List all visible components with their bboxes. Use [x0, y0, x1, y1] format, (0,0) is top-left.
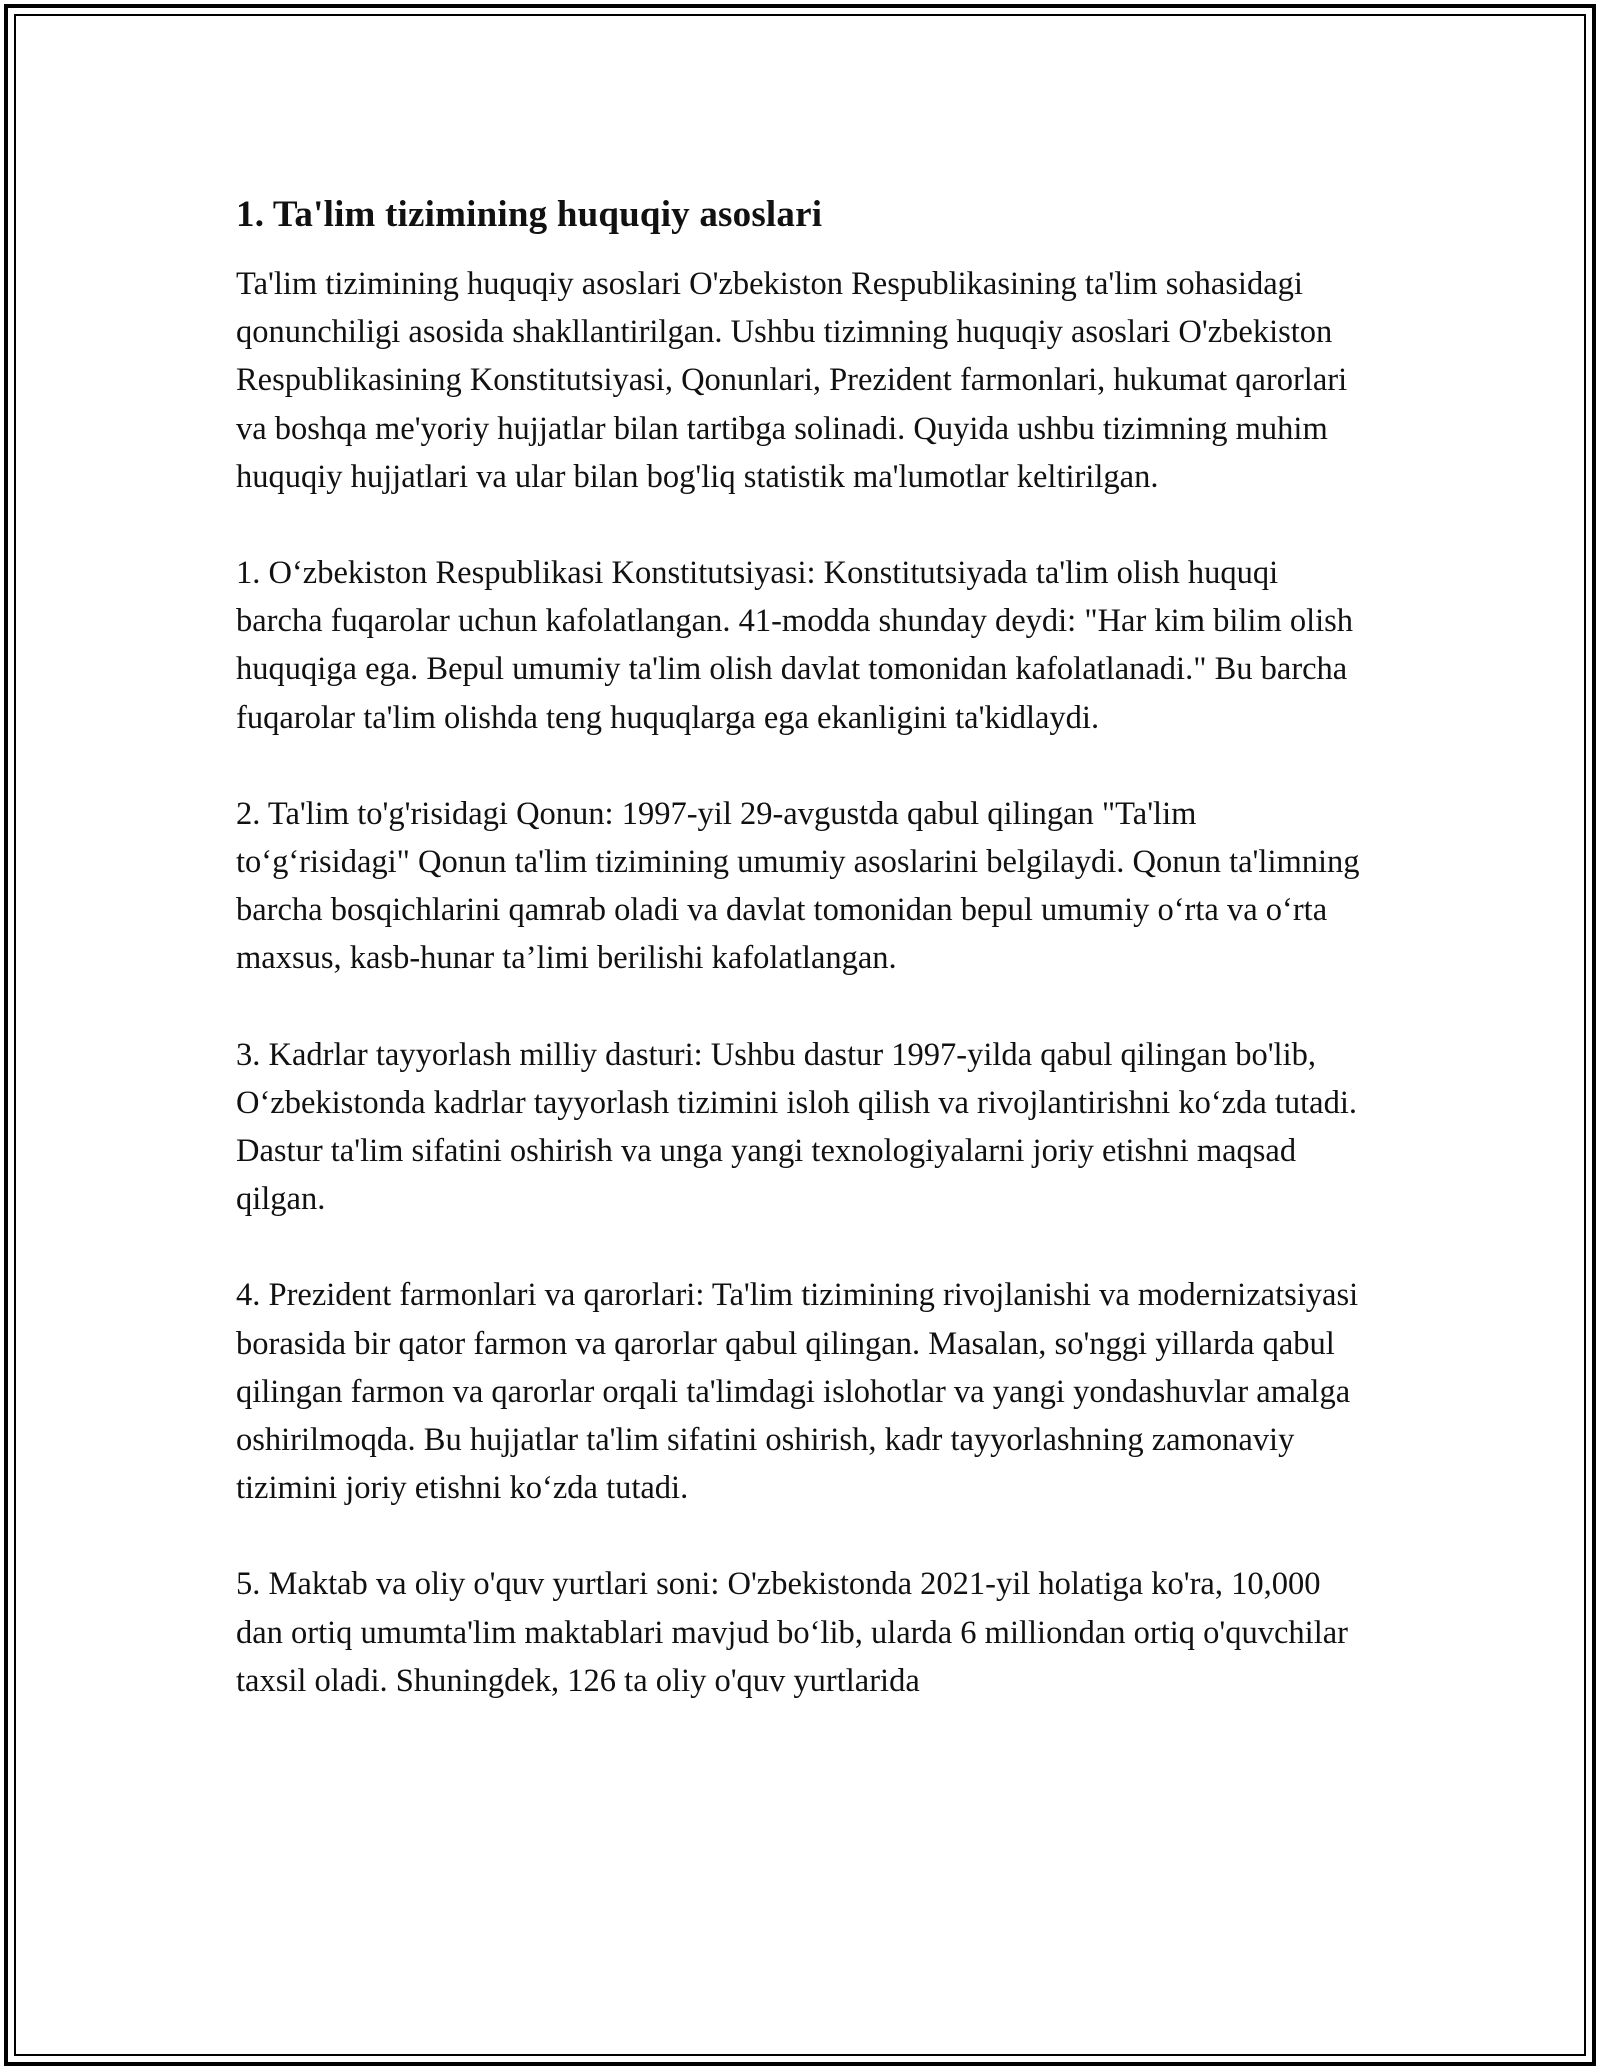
section-heading: 1. Ta'lim tizimining huquqiy asoslari [236, 194, 823, 235]
intro-paragraph: Ta'lim tizimining huquqiy asoslari O'zbekiston Respublikasining ta'lim sohasidagi qonunchiligi asosida shakllantirilgan. Ushbu tizimning huquqiy asoslari O'zbekiston Respublikasining Konstitutsiyasi, Qonunlari, Prezident farmonlari, hukumat qarorlari va boshqa me'yoriy hujjatlar bilan tartibga solinadi. Quyida ushbu tizimning muhim huquqiy hujjatlari va ular bilan bog'liq statistik ma'lumotlar keltirilgan. [236, 266, 1348, 495]
schools-statistics-paragraph: 5. Maktab va oliy o'quv yurtlari soni: O'zbekistonda 2021-yil holatiga ko'ra, 10,000 dan ortiq umumta'lim maktablari mavjud bo‘lib, ularda 6 milliondan ortiq o'quvchilar taxsil oladi. Shuningdek, 126 ta oliy o'quv yurtlarida [236, 1566, 1348, 1699]
national-program-paragraph: 3. Kadrlar tayyorlash milliy dasturi: Ushbu dastur 1997-yilda qabul qilingan bo'lib, O‘zbekistonda kadrlar tayyorlash tizimini isloh qilish va rivojlantirishni ko‘zda tutadi. Dastur ta'lim sifatini oshirish va unga yangi texnologiyalarni joriy etishni maqsad qilgan. [236, 1036, 1358, 1218]
presidential-decrees-paragraph: 4. Prezident farmonlari va qarorlari: Ta'lim tizimining rivojlanishi va modernizatsiyasi borasida bir qator farmon va qarorlar qabul qilingan. Masalan, so'nggi yillarda qabul qilingan farmon va qarorlar orqali ta'limdagi islohotlar va yangi yondashuvlar amalga oshirilmoqda. Bu hujjatlar ta'lim sifatini oshirish, kadr tayyorlashning zamonaviy tizimini joriy etishni ko‘zda tutadi. [236, 1277, 1359, 1507]
constitution-paragraph: 1. O‘zbekiston Respublikasi Konstitutsiyasi: Konstitutsiyada ta'lim olish huquqi barcha fuqarolar uchun kafolatlangan. 41-modda shunday deydi: "Har kim bilim olish huquqiga ega. Bepul umumiy ta'lim olish davlat tomonidan kafolatlanadi." Bu barcha fuqarolar ta'lim olishda teng huquqlarga ega ekanligini ta'kidlaydi. [236, 555, 1354, 736]
document-body [236, 190, 1372, 1753]
education-law-paragraph: 2. Ta'lim to'g'risidagi Qonun: 1997-yil 29-avgustda qabul qilingan "Ta'lim to‘g‘risidagi" Qonun ta'lim tizimining umumiy asoslarini belgilaydi. Qonun ta'limning barcha bosqichlarini qamrab oladi va davlat tomonidan bepul umumiy o‘rta va o‘rta maxsus, kasb-hunar ta’limi berilishi kafolatlangan. [236, 795, 1360, 977]
